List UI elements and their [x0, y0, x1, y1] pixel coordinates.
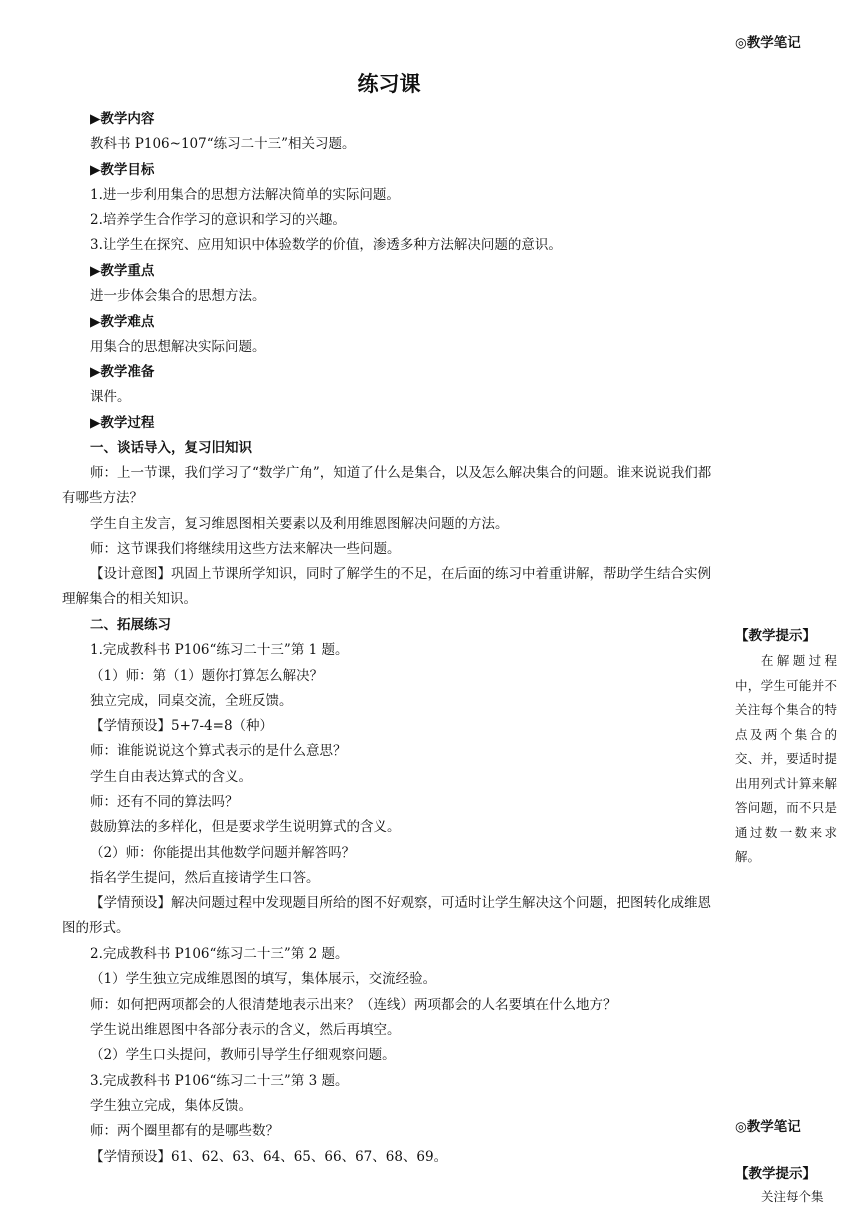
exercise-1d: 师：谁能说说这个算式表示的是什么意思？ — [90, 743, 347, 759]
text-goal-1: 1.进一步利用集合的思想方法解决简单的实际问题。 — [90, 187, 400, 203]
text-goal-3: 3.让学生在探究、应用知识中体验数学的价值，渗透多种方法解决问题的意识。 — [90, 237, 562, 253]
text-key: 进一步体会集合的思想方法。 — [90, 288, 266, 304]
exercise-1i: 指名学生提问，然后直接请学生口答。 — [90, 870, 320, 886]
teaching-tip-heading: 【教学提示】 — [735, 628, 816, 644]
heading-process: ▶教学过程 — [90, 415, 155, 431]
exercise-2: 2.完成教科书 P106“练习二十三”第 2 题。 — [90, 946, 349, 962]
heading-prep: ▶教学准备 — [90, 364, 155, 380]
heading-part-1: 一、谈话导入，复习旧知识 — [90, 440, 252, 456]
exercise-3a: 学生独立完成，集体反馈。 — [90, 1098, 252, 1114]
exercise-1f: 师：还有不同的算法吗？ — [90, 794, 239, 810]
heading-difficulty: ▶教学难点 — [90, 314, 155, 330]
exercise-2a: （1）学生独立完成维恩图的填写，集体展示，交流经验。 — [90, 971, 437, 987]
exercise-1j: 【学情预设】解决问题过程中发现题目所给的图不好观察，可适时让学生解决这个问题，把图转化成维恩图的形式。 — [62, 895, 711, 936]
exercise-1e: 学生自由表达算式的含义。 — [90, 769, 252, 785]
text-content: 教科书 P106~107“练习二十三”相关习题。 — [90, 136, 356, 152]
exercise-1b: 独立完成，同桌交流，全班反馈。 — [90, 693, 293, 709]
heading-content: ▶教学内容 — [90, 111, 155, 127]
heading-part-2: 二、拓展练习 — [90, 617, 171, 633]
teaching-tip-2-text: 关注每个集 — [761, 1189, 824, 1204]
exercise-1: 1.完成教科书 P106“练习二十三”第 1 题。 — [90, 642, 349, 658]
text-difficulty: 用集合的思想解决实际问题。 — [90, 339, 266, 355]
teaching-tip-text: 在解题过程中，学生可能并不关注每个集合的特点及两个集合的交、并，要适时提出用列式计算来解答问题，而不只是通过数一数来求解。 — [735, 653, 837, 864]
exercise-3: 3.完成教科书 P106“练习二十三”第 3 题。 — [90, 1073, 349, 1089]
exercise-1g: 鼓励算法的多样化，但是要求学生说明算式的含义。 — [90, 819, 401, 835]
notes-label-bottom: ◎教学笔记 — [735, 1119, 801, 1135]
exercise-1a: （1）师：第（1）题你打算怎么解决？ — [90, 668, 324, 684]
text-prep: 课件。 — [90, 389, 131, 405]
exercise-2d: （2）学生口头提问，教师引导学生仔细观察问题。 — [90, 1047, 396, 1063]
paragraph-1: 师：上一节课，我们学习了“数学广角”，知道了什么是集合，以及怎么解决集合的问题。谁来说说我们都有哪些方法？ — [62, 465, 712, 506]
teaching-tip-2-heading: 【教学提示】 — [735, 1166, 816, 1182]
text-goal-2: 2.培养学生合作学习的意识和学习的兴趣。 — [90, 212, 346, 228]
exercise-1h: （2）师：你能提出其他数学问题并解答吗？ — [90, 845, 356, 861]
heading-key: ▶教学重点 — [90, 263, 155, 279]
notes-label-top: ◎教学笔记 — [735, 35, 801, 51]
heading-goal: ▶教学目标 — [90, 162, 155, 178]
page-title: 练习课 — [357, 71, 421, 96]
paragraph-2: 学生自主发言，复习维恩图相关要素以及利用维恩图解决问题的方法。 — [90, 516, 509, 532]
design-intent: 【设计意图】巩固上节课所学知识，同时了解学生的不足，在后面的练习中着重讲解，帮助学生结合实例理解集合的相关知识。 — [62, 566, 711, 607]
exercise-1c: 【学情预设】5+7-4=8（种） — [90, 718, 274, 734]
exercise-3c: 【学情预设】61、62、63、64、65、66、67、68、69。 — [90, 1149, 448, 1165]
paragraph-3: 师：这节课我们将继续用这些方法来解决一些问题。 — [90, 541, 401, 557]
exercise-3b: 师：两个圈里都有的是哪些数？ — [90, 1123, 279, 1139]
exercise-2c: 学生说出维恩图中各部分表示的含义，然后再填空。 — [90, 1022, 401, 1038]
exercise-2b: 师：如何把两项都会的人很清楚地表示出来？（连线）两项都会的人名要填在什么地方？ — [90, 997, 617, 1013]
